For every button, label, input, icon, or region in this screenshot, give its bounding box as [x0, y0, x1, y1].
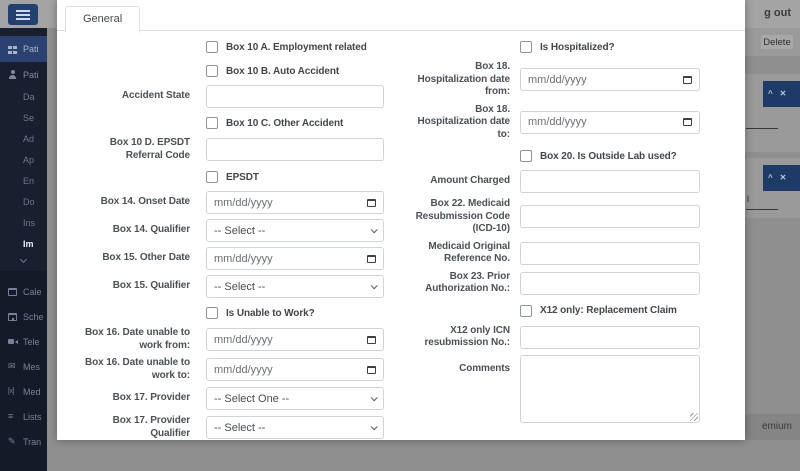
field-control [206, 171, 384, 183]
sidebar-item-label: Pati [23, 44, 39, 54]
checkbox-label: Box 10 A. Employment related [226, 41, 367, 53]
sidebar-subitem-do[interactable]: Do [23, 197, 35, 207]
form-row [415, 305, 715, 317]
checkbox-label: X12 only: Replacement Claim [540, 305, 677, 316]
sidebar-item-tran[interactable] [0, 429, 47, 454]
chevron-down-icon [371, 282, 378, 289]
field-control [206, 138, 384, 161]
date-placeholder: mm/dd/yyyy [214, 196, 273, 209]
form-row [415, 61, 715, 99]
sidebar-item-pati[interactable] [0, 36, 47, 62]
sidebar-subitem-ap[interactable]: Ap [23, 155, 35, 165]
modal-tab-bar [57, 0, 745, 31]
med-icon: [x] [8, 388, 14, 395]
background-link-underline [746, 209, 778, 210]
field-label: X12 only ICN resubmission No.: [424, 324, 510, 348]
field-control [206, 416, 384, 439]
box-16-date-unable-to-work-from-date-input[interactable] [206, 328, 384, 351]
box-10-a-employment-related-checkbox[interactable] [206, 41, 218, 53]
x12-only-replacement-claim-checkbox[interactable] [520, 305, 532, 317]
select-value: -- Select -- [214, 224, 266, 237]
sidebar [0, 28, 47, 447]
checkbox-label: Box 10 B. Auto Accident [226, 65, 340, 77]
field-control [206, 275, 384, 298]
accident-state-input[interactable] [206, 85, 384, 108]
box-15-other-date-date-input[interactable] [206, 247, 384, 270]
sidebar-item-mes[interactable] [0, 354, 47, 379]
field-label: Box 18. Hospitalization date from: [417, 61, 510, 97]
sidebar-subitem-se[interactable]: Se [23, 113, 35, 123]
field-label: Box 16. Date unable to work to: [84, 357, 190, 381]
box-10-c-other-accident-checkbox[interactable] [206, 117, 218, 129]
field-label: Box 10 D. EPSDT Referral Code [109, 137, 190, 161]
calendar-icon [367, 255, 376, 263]
field-control [520, 326, 700, 349]
x12-only-icn-resubmission-no-input[interactable] [520, 326, 700, 349]
field-control [206, 358, 384, 381]
field-control [520, 305, 700, 317]
comments-textarea[interactable] [520, 355, 700, 423]
chevron-down-icon [371, 394, 378, 401]
field-control [206, 117, 384, 129]
field-control [520, 170, 700, 193]
field-control [206, 307, 384, 319]
form-row [78, 171, 388, 183]
collapse-icon[interactable]: ^ [768, 173, 773, 182]
video-icon [8, 337, 17, 346]
tab-general[interactable]: General [65, 6, 140, 33]
field-control [206, 219, 384, 242]
background-panel-2-header [763, 165, 800, 191]
form-row [415, 170, 715, 193]
form-row [78, 219, 388, 242]
user-icon [8, 70, 17, 79]
field-label: Box 17. Provider [112, 392, 190, 404]
form-column-left [78, 37, 388, 445]
epsdt-checkbox[interactable] [206, 171, 218, 183]
calendar-icon [367, 199, 376, 207]
sidebar-item-label: Mes [23, 361, 41, 372]
sidebar-item-sche[interactable] [0, 304, 47, 329]
checkbox-label: Box 10 C. Other Accident [226, 117, 344, 129]
select-value: -- Select -- [214, 280, 266, 293]
box-18-hospitalization-date-from-date-input[interactable] [520, 68, 700, 91]
field-control [206, 328, 384, 351]
sidebar-item-label: Cale [23, 286, 42, 297]
field-control [520, 242, 700, 265]
is-hospitalized-checkbox[interactable] [520, 41, 532, 53]
field-control [206, 65, 384, 77]
resize-grip-icon[interactable] [690, 413, 698, 421]
hamburger-icon [16, 10, 30, 12]
form-row [78, 387, 388, 410]
field-label: Box 17. Provider Qualifier [112, 415, 190, 439]
background-panel-1-header [763, 81, 800, 107]
medicaid-original-reference-no-input[interactable] [520, 242, 700, 265]
grid-icon [8, 45, 17, 54]
sidebar-item-label: Lists [23, 411, 42, 422]
box-22-medicaid-resubmission-code-icd-10-input[interactable] [520, 205, 700, 228]
sidebar-item-label: Tran [23, 436, 42, 447]
date-placeholder: mm/dd/yyyy [528, 116, 587, 129]
box-10-d-epsdt-referral-code-input[interactable] [206, 138, 384, 161]
chevron-down-icon [371, 423, 378, 430]
field-label: Box 14. Onset Date [100, 196, 190, 208]
sidebar-subitem-ins[interactable]: Ins [23, 218, 36, 228]
form-column-right [415, 37, 715, 445]
box-14-qualifier-select[interactable] [206, 219, 384, 242]
field-control [520, 111, 700, 134]
checkbox-label: Is Unable to Work? [226, 307, 315, 319]
box-16-date-unable-to-work-to-date-input[interactable] [206, 358, 384, 381]
form-row [415, 41, 715, 53]
field-label: Box 15. Other Date [102, 252, 190, 264]
background-link-underline [746, 128, 778, 129]
hamburger-menu-button[interactable] [8, 4, 38, 25]
field-label: Box 18. Hospitalization date to: [417, 103, 510, 140]
form-row [415, 271, 715, 296]
box-15-qualifier-select[interactable] [206, 275, 384, 298]
field-label: Comments [459, 362, 510, 374]
field-label: Box 23. Prior Authorization No.: [425, 270, 510, 294]
form-row [78, 85, 388, 108]
sidebar-item-label: Pati [23, 69, 39, 80]
form-row [415, 355, 715, 423]
sidebar-item-label: Med [23, 386, 41, 397]
box-18-hospitalization-date-to-date-input[interactable] [520, 111, 700, 134]
field-control [206, 85, 384, 108]
field-label: Box 22. Medicaid Resubmission Code (ICD-10) [415, 198, 510, 234]
field-label: Box 16. Date unable to work from: [84, 327, 190, 351]
field-control [206, 41, 384, 53]
list-icon: ≡ [8, 411, 14, 421]
is-unable-to-work-checkbox[interactable] [206, 307, 218, 319]
form-row [78, 247, 388, 270]
schedule-icon [8, 313, 17, 321]
box-14-onset-date-date-input[interactable] [206, 191, 384, 214]
field-label: Accident State [121, 90, 190, 102]
select-value: -- Select -- [214, 421, 266, 434]
date-placeholder: mm/dd/yyyy [214, 252, 273, 265]
checkbox-label: Box 20. Is Outside Lab used? [540, 150, 677, 162]
form-row [415, 198, 715, 236]
form-row [78, 327, 388, 352]
calendar-icon [683, 76, 692, 84]
form-row [78, 65, 388, 77]
select-value: -- Select One -- [214, 392, 290, 405]
calendar-icon [683, 118, 692, 126]
sidebar-subitem-en[interactable]: En [23, 176, 35, 186]
chevron-down-icon [371, 226, 378, 233]
background-partial-text: l [747, 194, 749, 204]
form-row [78, 275, 388, 298]
checkbox-label: Is Hospitalized? [540, 41, 615, 53]
sidebar-item-lists[interactable] [0, 404, 47, 429]
logout-link[interactable]: g out [764, 7, 791, 19]
form-row [415, 325, 715, 350]
box-17-provider-select[interactable] [206, 387, 384, 410]
claim-general-modal [57, 0, 745, 440]
premium-text: emium [761, 421, 792, 432]
box-10-b-auto-accident-checkbox[interactable] [206, 65, 218, 77]
field-control [206, 191, 384, 214]
sidebar-item-med[interactable] [0, 379, 47, 404]
chevron-down-icon[interactable] [20, 256, 27, 263]
field-control [520, 150, 700, 162]
date-placeholder: mm/dd/yyyy [214, 333, 273, 346]
date-placeholder: mm/dd/yyyy [214, 363, 273, 376]
field-control [520, 355, 700, 423]
form-row [78, 41, 388, 53]
field-control [520, 68, 700, 91]
delete-button[interactable]: Delete [760, 34, 794, 50]
sidebar-subitem-im[interactable]: Im [23, 239, 34, 249]
form-row [78, 191, 388, 214]
box-20-is-outside-lab-used-checkbox[interactable] [520, 150, 532, 162]
claim-form [57, 31, 745, 445]
field-label: Box 15. Qualifier [112, 280, 190, 292]
sidebar-item-label: Tele [23, 336, 40, 347]
field-label: Amount Charged [430, 175, 510, 187]
sidebar-item-tele[interactable] [0, 329, 47, 354]
amount-charged-input[interactable] [520, 170, 700, 193]
sidebar-item-label: Sche [23, 311, 44, 322]
sidebar-subitem-ad[interactable]: Ad [23, 134, 35, 144]
date-placeholder: mm/dd/yyyy [528, 73, 587, 86]
form-row [415, 150, 715, 162]
close-icon[interactable]: ✕ [779, 173, 787, 182]
form-row [78, 117, 388, 129]
field-control [520, 205, 700, 228]
form-row [415, 241, 715, 266]
field-control [520, 41, 700, 53]
pencil-icon: ✎ [8, 436, 16, 446]
field-control [520, 272, 700, 295]
calendar-icon [367, 366, 376, 374]
sidebar-item-pati[interactable] [0, 62, 47, 87]
close-icon[interactable]: ✕ [779, 89, 787, 98]
form-row [78, 137, 388, 162]
field-control [206, 247, 384, 270]
form-row [415, 104, 715, 142]
checkbox-label: EPSDT [226, 171, 259, 183]
form-row [78, 415, 388, 440]
box-17-provider-qualifier-select[interactable] [206, 416, 384, 439]
field-label: Box 14. Qualifier [112, 224, 190, 236]
box-23-prior-authorization-no-input[interactable] [520, 272, 700, 295]
field-control [206, 387, 384, 410]
form-row [78, 357, 388, 382]
field-label: Medicaid Original Reference No. [428, 240, 510, 264]
sidebar-secondary-section [0, 271, 47, 471]
form-row [78, 307, 388, 319]
sidebar-item-cale[interactable] [0, 279, 47, 304]
calendar-icon [8, 288, 17, 296]
sidebar-subitem-da[interactable]: Da [23, 92, 35, 102]
collapse-icon[interactable]: ^ [768, 89, 773, 98]
calendar-icon [367, 336, 376, 344]
envelope-icon: ✉ [8, 361, 16, 371]
